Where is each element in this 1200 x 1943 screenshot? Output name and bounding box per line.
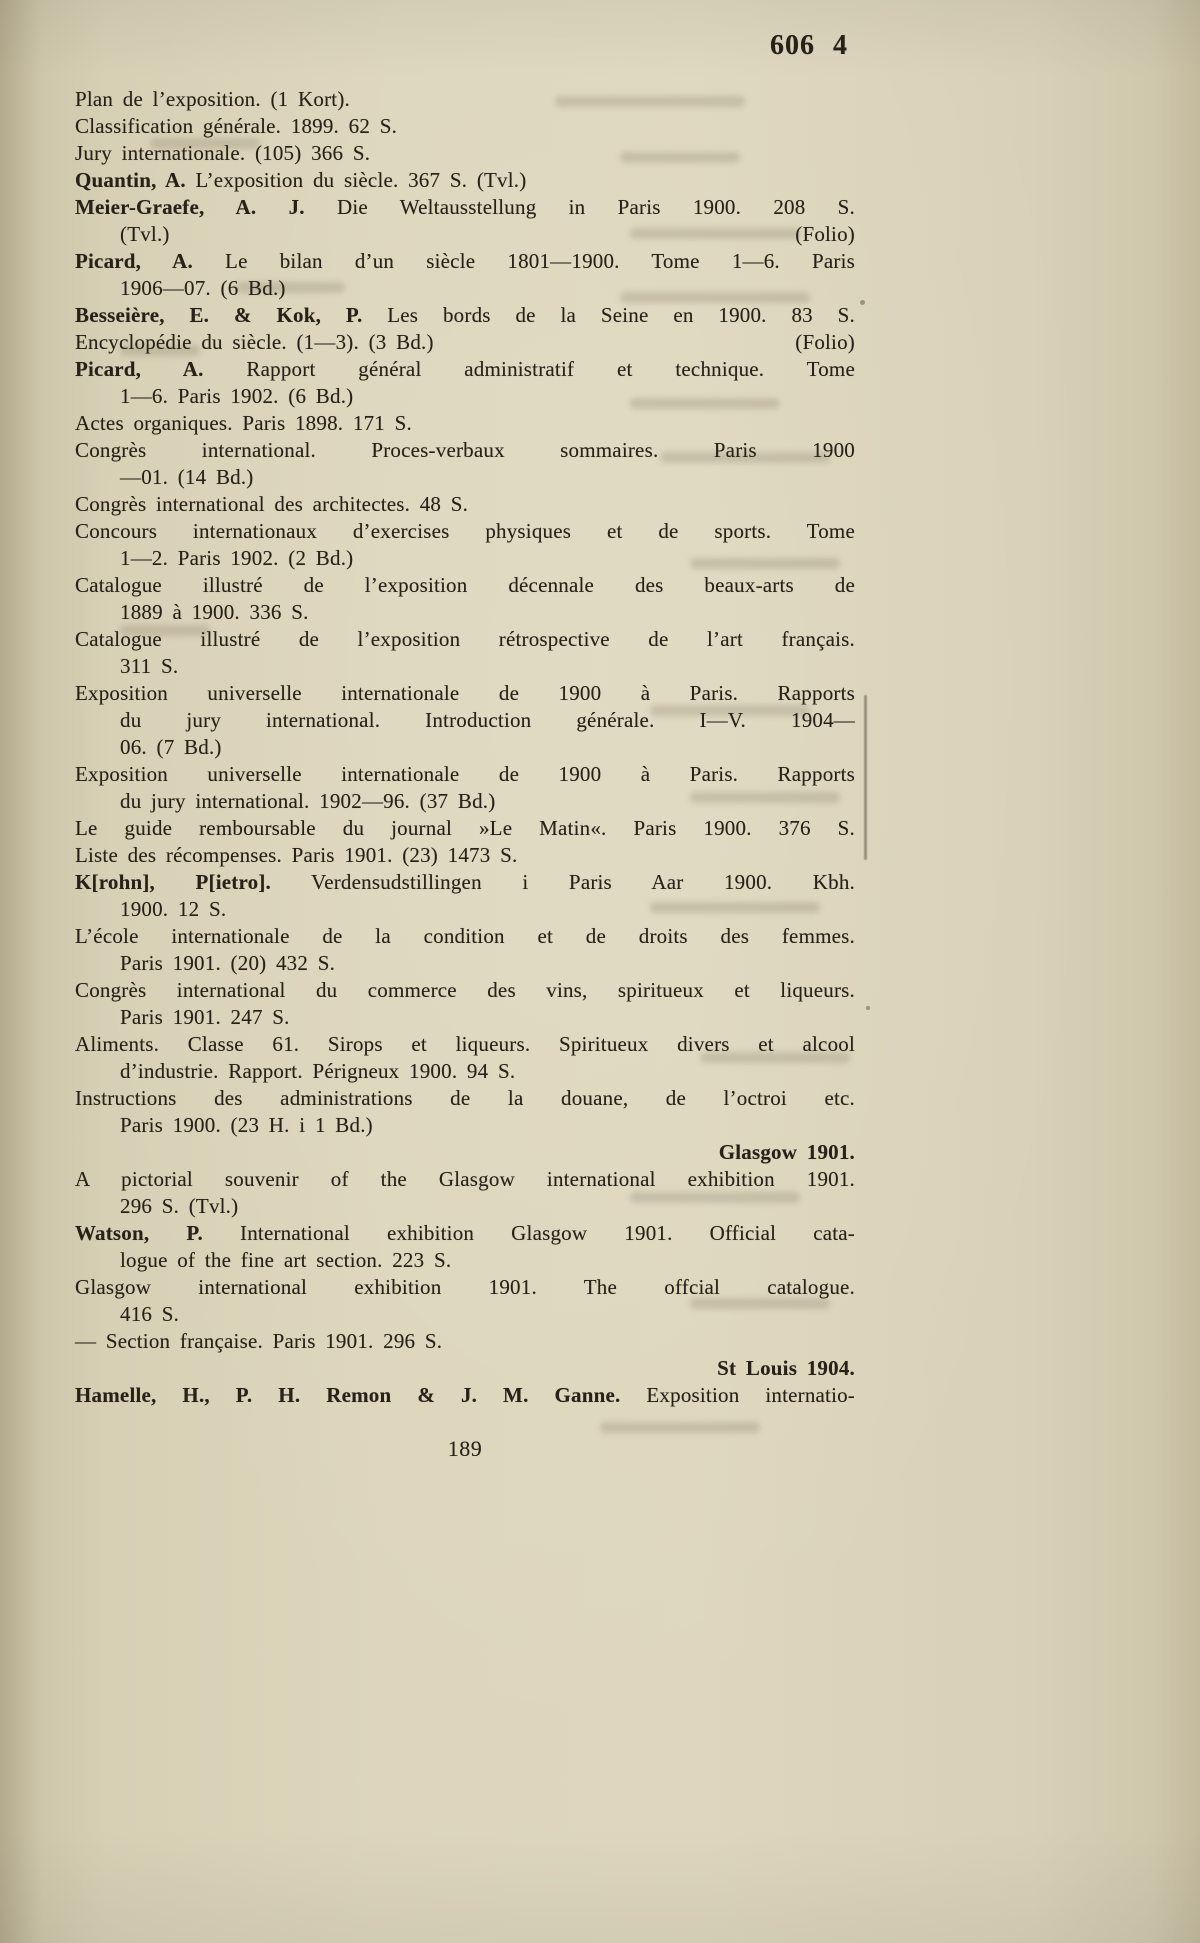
- line-text: d’industrie. Rapport. Périgneux 1900. 94 S.: [120, 1059, 516, 1083]
- line-text: Paris 1901. (20) 432 S.: [120, 951, 336, 975]
- bibliography-line: [75, 842, 855, 869]
- line-author: Quantin, A.: [75, 168, 186, 192]
- line-text: Glasgow 1901.: [718, 1140, 855, 1164]
- bibliography-line: [75, 86, 855, 113]
- line-text: A pictorial souvenir of the Glasgow international exhibition 1901.: [75, 1167, 855, 1191]
- line-author: K[rohn], P[ietro].: [75, 870, 271, 894]
- bibliography-line: [75, 1031, 855, 1058]
- line-text: Instructions des administrations de la douane, de l’octroi etc.: [75, 1086, 855, 1110]
- line-text: Actes organiques. Paris 1898. 171 S.: [75, 411, 412, 435]
- bibliography-line: [75, 815, 855, 842]
- bibliography-line: [75, 680, 855, 707]
- bibliography-line: [75, 167, 855, 194]
- line-text: Rapport général administratif et technique. Tome: [246, 357, 855, 381]
- line-text: 1900. 12 S.: [120, 897, 227, 921]
- line-text: Classification générale. 1899. 62 S.: [75, 114, 398, 138]
- bibliography-line: [75, 518, 855, 545]
- bibliography-line: [75, 329, 855, 356]
- bibliography-line: [75, 437, 855, 464]
- bibliography-line: [75, 1220, 855, 1247]
- line-author: Meier-Graefe, A. J.: [75, 195, 305, 219]
- text-block: [75, 86, 855, 1409]
- ink-speck: [866, 1006, 870, 1010]
- line-right-text: (Folio): [795, 330, 855, 354]
- bibliography-line: [75, 1382, 855, 1409]
- line-text: Liste des récompenses. Paris 1901. (23) 1473 S.: [75, 843, 518, 867]
- bibliography-line: [75, 356, 855, 383]
- line-text: 1—6. Paris 1902. (6 Bd.): [120, 384, 354, 408]
- line-text: St Louis 1904.: [717, 1356, 855, 1380]
- line-text: —01. (14 Bd.): [120, 465, 254, 489]
- bibliography-line: [75, 491, 855, 518]
- bibliography-line: [75, 950, 855, 977]
- line-text: Le guide remboursable du journal »Le Matin«. Paris 1900. 376 S.: [75, 816, 855, 840]
- line-text: Verdensudstillingen i Paris Aar 1900. Kbh.: [311, 870, 855, 894]
- bibliography-line: [75, 761, 855, 788]
- line-text: Exposition internatio-: [646, 1383, 856, 1407]
- line-text: International exhibition Glasgow 1901. Official cata-: [240, 1221, 855, 1245]
- line-text: Exposition universelle internationale de 1900 à Paris. Rapports: [75, 762, 855, 786]
- page-footer-number: 189: [447, 1436, 483, 1461]
- line-text: Catalogue illustré de l’exposition décennale des beaux-arts de: [75, 573, 855, 597]
- bibliography-line: [75, 1301, 855, 1328]
- bibliography-line: [75, 140, 855, 167]
- bleedthrough-smudge: [600, 1422, 760, 1433]
- bibliography-line: [75, 599, 855, 626]
- bibliography-line: [75, 113, 855, 140]
- line-text: Les bords de la Seine en 1900. 83 S.: [387, 303, 855, 327]
- line-text: 296 S. (Tvl.): [120, 1194, 239, 1218]
- ink-speck: [860, 300, 865, 305]
- line-text: Aliments. Classe 61. Sirops et liqueurs. Spiritueux divers et alcool: [75, 1032, 855, 1056]
- line-text: Congrès international. Proces-verbaux sommaires. Paris 1900: [75, 438, 855, 462]
- line-text: 1906—07. (6 Bd.): [120, 276, 286, 300]
- bibliography-line: [75, 1193, 855, 1220]
- bibliography-line: [75, 194, 855, 221]
- line-text: L’école internationale de la condition et de droits des femmes.: [75, 924, 855, 948]
- bibliography-line: [75, 545, 855, 572]
- line-author: Watson, P.: [75, 1221, 203, 1245]
- bibliography-line: [75, 248, 855, 275]
- bibliography-line: [75, 1112, 855, 1139]
- line-text: Paris 1901. 247 S.: [120, 1005, 290, 1029]
- bibliography-line: [75, 788, 855, 815]
- line-author: Picard, A.: [75, 357, 204, 381]
- bibliography-line: [75, 302, 855, 329]
- bibliography-line: [75, 221, 855, 248]
- page-header-number: 606 4: [770, 30, 848, 61]
- bibliography-line: [75, 734, 855, 761]
- line-text: Le bilan d’un siècle 1801—1900. Tome 1—6. Paris: [225, 249, 855, 273]
- line-text: (Tvl.): [120, 222, 170, 246]
- bibliography-line: [75, 1355, 855, 1382]
- bibliography-line: [75, 1085, 855, 1112]
- bibliography-line: [75, 1247, 855, 1274]
- line-text: Congrès international des architectes. 48 S.: [75, 492, 469, 516]
- bibliography-line: [75, 1139, 855, 1166]
- bibliography-line: [75, 896, 855, 923]
- line-author: Picard, A.: [75, 249, 193, 273]
- bibliography-line: [75, 1166, 855, 1193]
- line-text: Plan de l’exposition. (1 Kort).: [75, 87, 350, 111]
- line-text: Paris 1900. (23 H. i 1 Bd.): [120, 1113, 373, 1137]
- bibliography-line: [75, 626, 855, 653]
- line-text: logue of the fine art section. 223 S.: [120, 1248, 452, 1272]
- line-text: 416 S.: [120, 1302, 180, 1326]
- margin-ink-mark: [864, 695, 867, 860]
- line-text: Die Weltausstellung in Paris 1900. 208 S.: [337, 195, 855, 219]
- line-author: Hamelle, H., P. H. Remon & J. M. Ganne.: [75, 1383, 621, 1407]
- line-text: Glasgow international exhibition 1901. The offcial catalogue.: [75, 1275, 855, 1299]
- line-right-text: (Folio): [795, 222, 855, 246]
- bibliography-line: [75, 1274, 855, 1301]
- bibliography-line: [75, 464, 855, 491]
- line-text: L’exposition du siècle. 367 S. (Tvl.): [195, 168, 527, 192]
- bibliography-line: [75, 653, 855, 680]
- bibliography-line: [75, 1004, 855, 1031]
- bibliography-line: [75, 977, 855, 1004]
- bibliography-line: [75, 572, 855, 599]
- line-text: Concours internationaux d’exercises physiques et de sports. Tome: [75, 519, 855, 543]
- line-text: Exposition universelle internationale de 1900 à Paris. Rapports: [75, 681, 855, 705]
- line-text: 1889 à 1900. 336 S.: [120, 600, 309, 624]
- bibliography-line: [75, 923, 855, 950]
- line-text: du jury international. 1902—96. (37 Bd.): [120, 789, 496, 813]
- bibliography-line: [75, 1058, 855, 1085]
- bibliography-line: [75, 275, 855, 302]
- line-text: — Section française. Paris 1901. 296 S.: [75, 1329, 443, 1353]
- bibliography-line: [75, 1328, 855, 1355]
- bibliography-line: [75, 869, 855, 896]
- line-text: 06. (7 Bd.): [120, 735, 222, 759]
- line-author: Besseière, E. & Kok, P.: [75, 303, 363, 327]
- bibliography-line: [75, 707, 855, 734]
- bibliography-line: [75, 383, 855, 410]
- line-text: 1—2. Paris 1902. (2 Bd.): [120, 546, 354, 570]
- line-text: Encyclopédie du siècle. (1—3). (3 Bd.): [75, 330, 434, 354]
- bibliography-line: [75, 410, 855, 437]
- line-text: 311 S.: [120, 654, 179, 678]
- line-text: Catalogue illustré de l’exposition rétrospective de l’art français.: [75, 627, 855, 651]
- line-text: Congrès international du commerce des vins, spiritueux et liqueurs.: [75, 978, 855, 1002]
- line-text: du jury international. Introduction générale. I—V. 1904—: [120, 708, 855, 732]
- line-text: Jury internationale. (105) 366 S.: [75, 141, 371, 165]
